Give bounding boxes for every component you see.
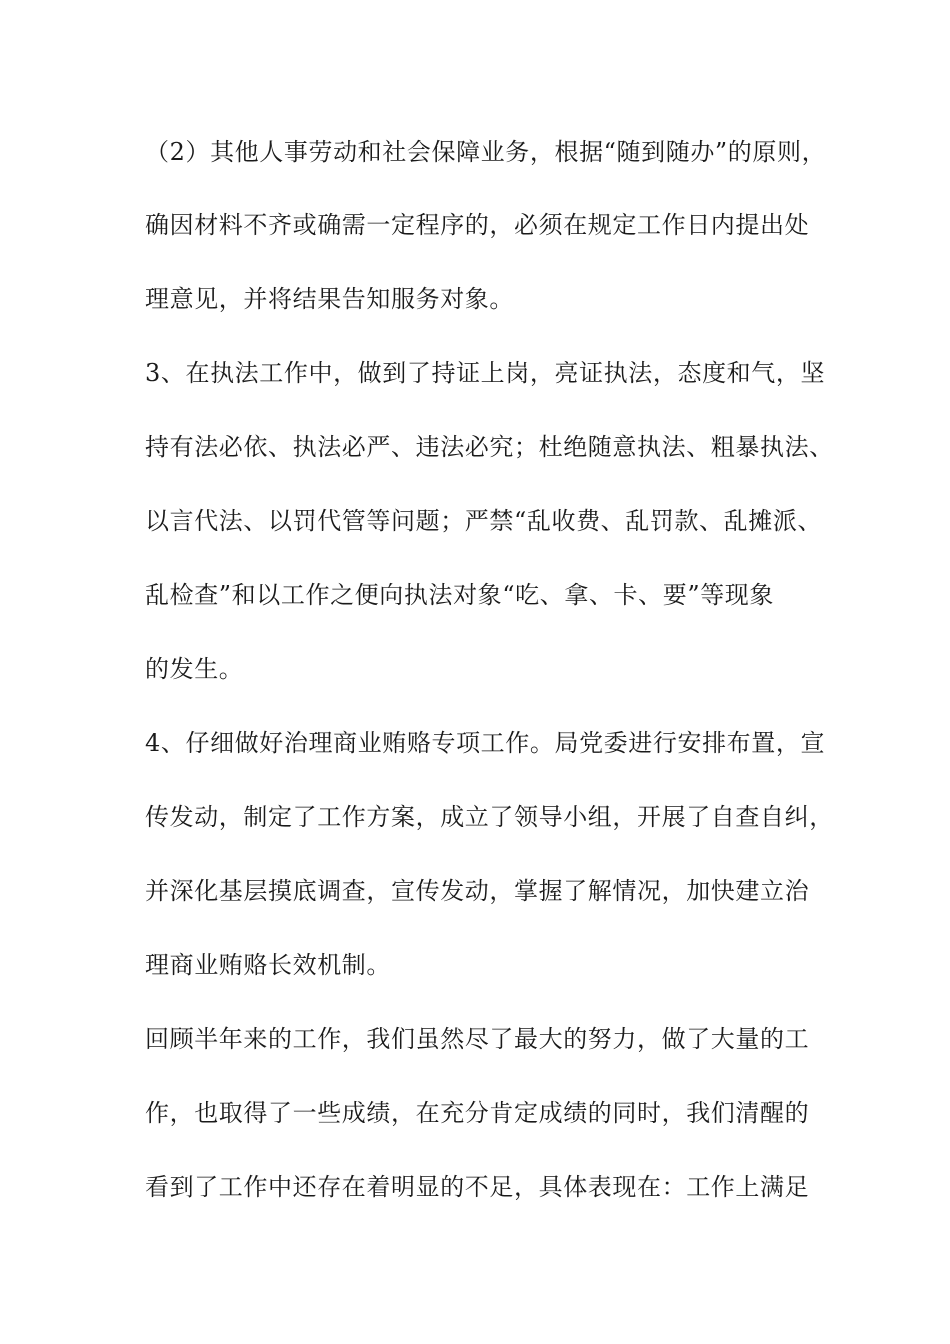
- text-line: 理意见，并将结果告知服务对象。: [145, 285, 514, 313]
- text-line: 传发动，制定了工作方案，成立了领导小组，开展了自查自纠，: [145, 803, 834, 831]
- text-line: 4、仔细做好治理商业贿赂专项工作。局党委进行安排布置，宣: [145, 729, 826, 757]
- text-line: 以言代法、以罚代管等问题；严禁“乱收费、乱罚款、乱摊派、: [145, 507, 823, 535]
- text-line: 持有法必依、执法必严、违法必究；杜绝随意执法、粗暴执法、: [145, 433, 834, 461]
- text-line: （2）其他人事劳动和社会保障业务，根据“随到随办”的原则，: [145, 138, 827, 166]
- text-line: 的发生。: [145, 655, 244, 683]
- text-line: 3、在执法工作中，做到了持证上岗，亮证执法，态度和气，坚: [145, 359, 826, 387]
- text-line: 乱检查”和以工作之便向执法对象“吃、拿、卡、要”等现象: [145, 581, 775, 609]
- text-line: 理商业贿赂长效机制。: [145, 951, 391, 979]
- text-line: 并深化基层摸底调查，宣传发动，掌握了解情况，加快建立治: [145, 877, 810, 905]
- text-line: 回顾半年来的工作，我们虽然尽了最大的努力，做了大量的工: [145, 1025, 810, 1053]
- text-line: 看到了工作中还存在着明显的不足，具体表现在：工作上满足: [145, 1173, 810, 1201]
- text-line: 作，也取得了一些成绩，在充分肯定成绩的同时，我们清醒的: [145, 1099, 810, 1127]
- text-line: 确因材料不齐或确需一定程序的，必须在规定工作日内提出处: [145, 211, 810, 239]
